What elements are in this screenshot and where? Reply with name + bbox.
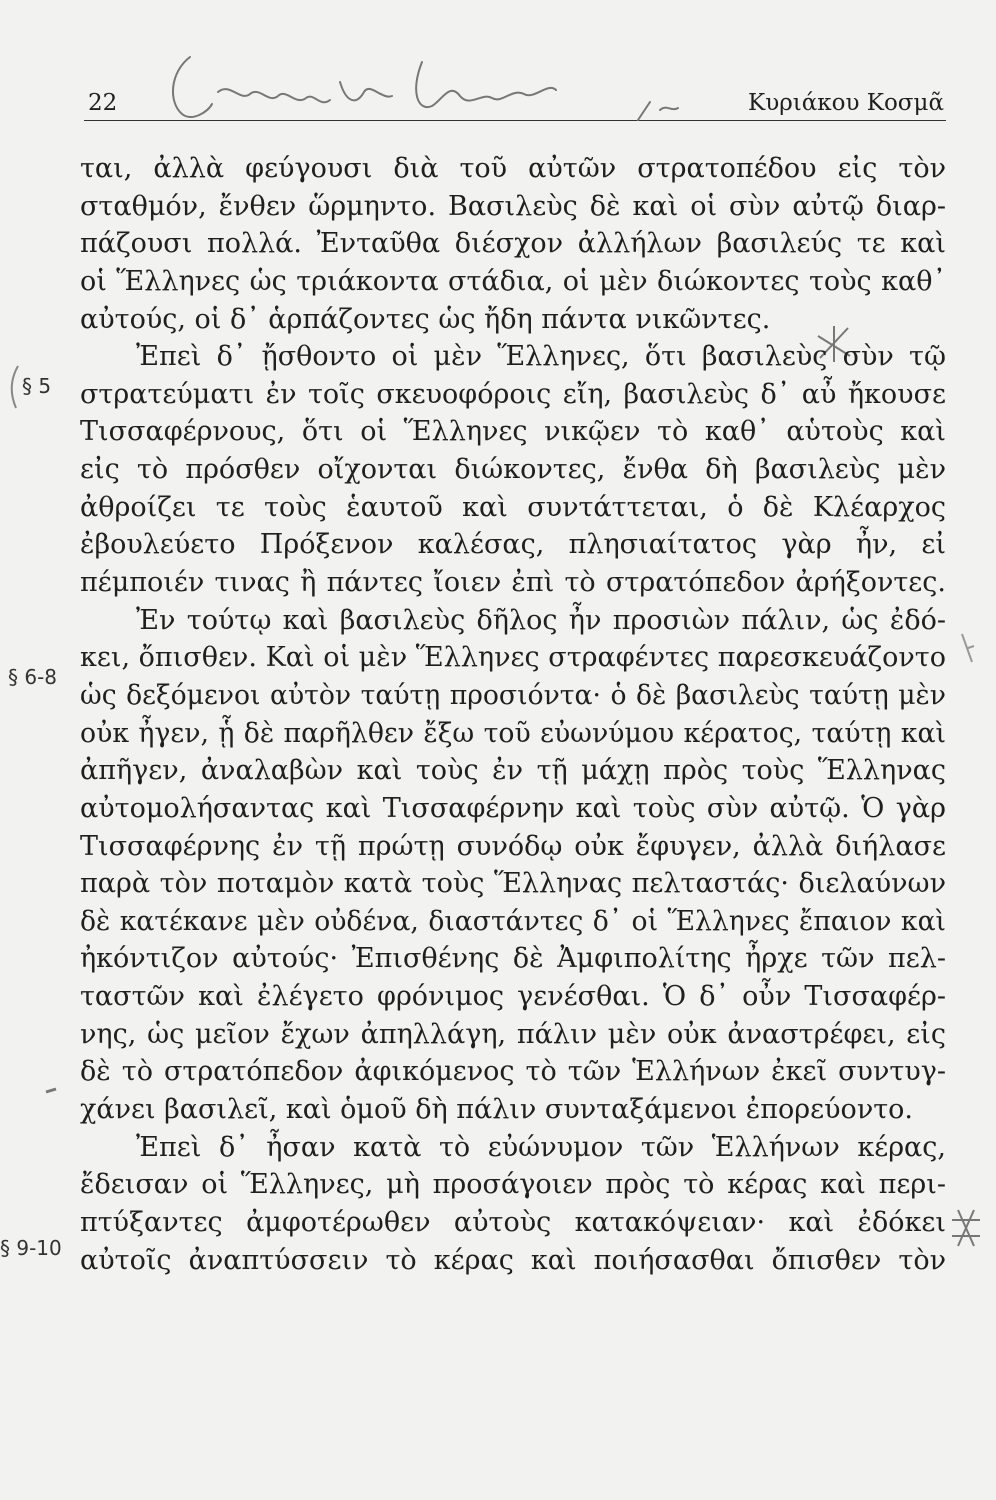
text-line: οἱ Ἕλληνες ὡς τριάκοντα στάδια, οἱ μὲν διώκοντες τοὺς καθ᾽ [80, 265, 946, 297]
text-line: πάζουσι πολλά. Ἐνταῦθα διέσχον ἀλλήλων βασιλεύς τε καὶ [80, 228, 946, 260]
text-line: Ἐν τούτῳ καὶ βασιλεὺς δῆλος ἦν προσιὼν πάλιν, ὡς ἐδό- [136, 604, 946, 636]
star-mark-2 [946, 1206, 986, 1250]
text-line: ἠκόντιζον αὐτούς· Ἐπισθένης δὲ Ἀμφιπολίτης ἦρχε τῶν πελ- [80, 943, 946, 975]
handwritten-annotation [160, 52, 680, 132]
section-marker-5: § 5 [22, 374, 52, 398]
text-line: σταθμόν, ἔνθεν ὥρμηντο. Βασιλεὺς δὲ καὶ οἱ σὺν αὐτῷ διαρ- [80, 190, 946, 222]
text-line: ἔδεισαν οἱ Ἕλληνες, μὴ προσάγοιεν πρὸς τὸ κέρας καὶ περι- [80, 1169, 946, 1201]
text-line: νης, ὡς μεῖον ἔχων ἀπηλλάγη, πάλιν μὲν οὐκ ἀναστρέφει, εἰς [80, 1018, 946, 1050]
text-line: Τισσαφέρνης ἐν τῇ πρώτῃ συνόδῳ οὐκ ἔφυγεν, ἀλλὰ διήλασε [80, 830, 946, 862]
text-line: ται, ἀλλὰ φεύγουσι διὰ τοῦ αὐτῶν στρατοπέδου εἰς τὸν [80, 153, 946, 184]
text-line: πέμποιέν τινας ἢ πάντες ἴοιεν ἐπὶ τὸ στρατόπεδον ἀρήξοντες. [80, 567, 946, 599]
text-line: ἐβουλεύετο Πρόξενον καλέσας, πλησιαίτατος γὰρ ἦν, εἰ [80, 529, 946, 561]
text-line: πτύξαντες ἀμφοτέρωθεν αὐτοὺς κατακόψειαν· καὶ ἐδόκει [80, 1206, 946, 1238]
text-line: ἀπῆγεν, ἀναλαβὼν καὶ τοὺς ἐν τῇ μάχῃ πρὸς τοὺς Ἕλληνας [80, 755, 946, 787]
pencil-dash-left [42, 1084, 62, 1098]
text-line: ὡς δεξόμενοι αὐτὸν ταύτῃ προσιόντα· ὁ δὲ βασιλεὺς ταύτῃ μὲν [80, 679, 946, 711]
text-line: Ἐπεὶ δ᾽ ᾔσθοντο οἱ μὲν Ἕλληνες, ὅτι βασιλεὺς σὺν τῷ [136, 341, 946, 373]
section-marker-9-10: § 9-10 [0, 1236, 62, 1260]
main-text [80, 150, 946, 1279]
text-line: Τισσαφέρνους, ὅτι οἱ Ἕλληνες νικῷεν τὸ καθ᾽ αὑτοὺς καὶ [80, 416, 946, 448]
text-line: ἀθροίζει τε τοὺς ἑαυτοῦ καὶ συντάττεται, ὁ δὲ Κλέαρχος [80, 491, 946, 523]
text-line: χάνει βασιλεῖ, καὶ ὁμοῦ δὴ πάλιν συνταξάμενοι ἐπορεύοντο. [80, 1094, 914, 1126]
text-line: δὲ κατέκανε μὲν οὐδένα, διαστάντες δ᾽ οἱ Ἕλληνες ἔπαιον καὶ [80, 905, 946, 937]
text-line: αὐτομολήσαντας καὶ Τισσαφέρνην καὶ τοὺς σὺν αὐτῷ. Ὁ γὰρ [80, 792, 946, 824]
text-line: Ἐπεὶ δ᾽ ἦσαν κατὰ τὸ εὐώνυμον τῶν Ἑλλήνων κέρας, [136, 1131, 946, 1163]
section-marker-6-8: § 6-8 [8, 665, 58, 689]
text-line: αὐτοῖς ἀναπτύσσειν τὸ κέρας καὶ ποιήσασθαι ὄπισθεν τὸν [80, 1244, 946, 1276]
pencil-mark-left-1 [4, 362, 24, 412]
text-line: ταστῶν καὶ ἐλέγετο φρόνιμος γενέσθαι. Ὁ δ᾽ οὖν Τισσαφέρ- [80, 981, 946, 1013]
text-line: στρατεύματι ἐν τοῖς σκευοφόροις εἴη, βασιλεὺς δ᾽ αὖ ἤκουσε [80, 378, 946, 410]
text-line: παρὰ τὸν ποταμὸν κατὰ τοὺς Ἕλληνας πελταστάς· διελαύνων [80, 868, 946, 900]
page-number: 22 [88, 90, 118, 116]
text-line: οὐκ ἦγεν, ᾗ δὲ παρῆλθεν ἔξω τοῦ εὐωνύμου κέρατος, ταύτῃ καὶ [80, 717, 946, 749]
running-head: Κυριάκου Κοσμᾶ [748, 90, 944, 116]
text-line: εἰς τὸ πρόσθεν οἴχονται διώκοντες, ἔνθα δὴ βασιλεὺς μὲν [80, 454, 946, 486]
text-line: αὐτούς, οἱ δ᾽ ἁρπάζοντες ὡς ἤδη πάντα νικῶντες. [80, 303, 771, 335]
text-line: δὲ τὸ στρατόπεδον ἀφικόμενος τὸ τῶν Ἑλλήνων ἐκεῖ συντυγ- [80, 1056, 946, 1088]
text-line: κει, ὄπισθεν. Καὶ οἱ μὲν Ἕλληνες στραφέντες παρεσκευάζοντο [80, 642, 946, 674]
pencil-tick-right [958, 628, 978, 668]
